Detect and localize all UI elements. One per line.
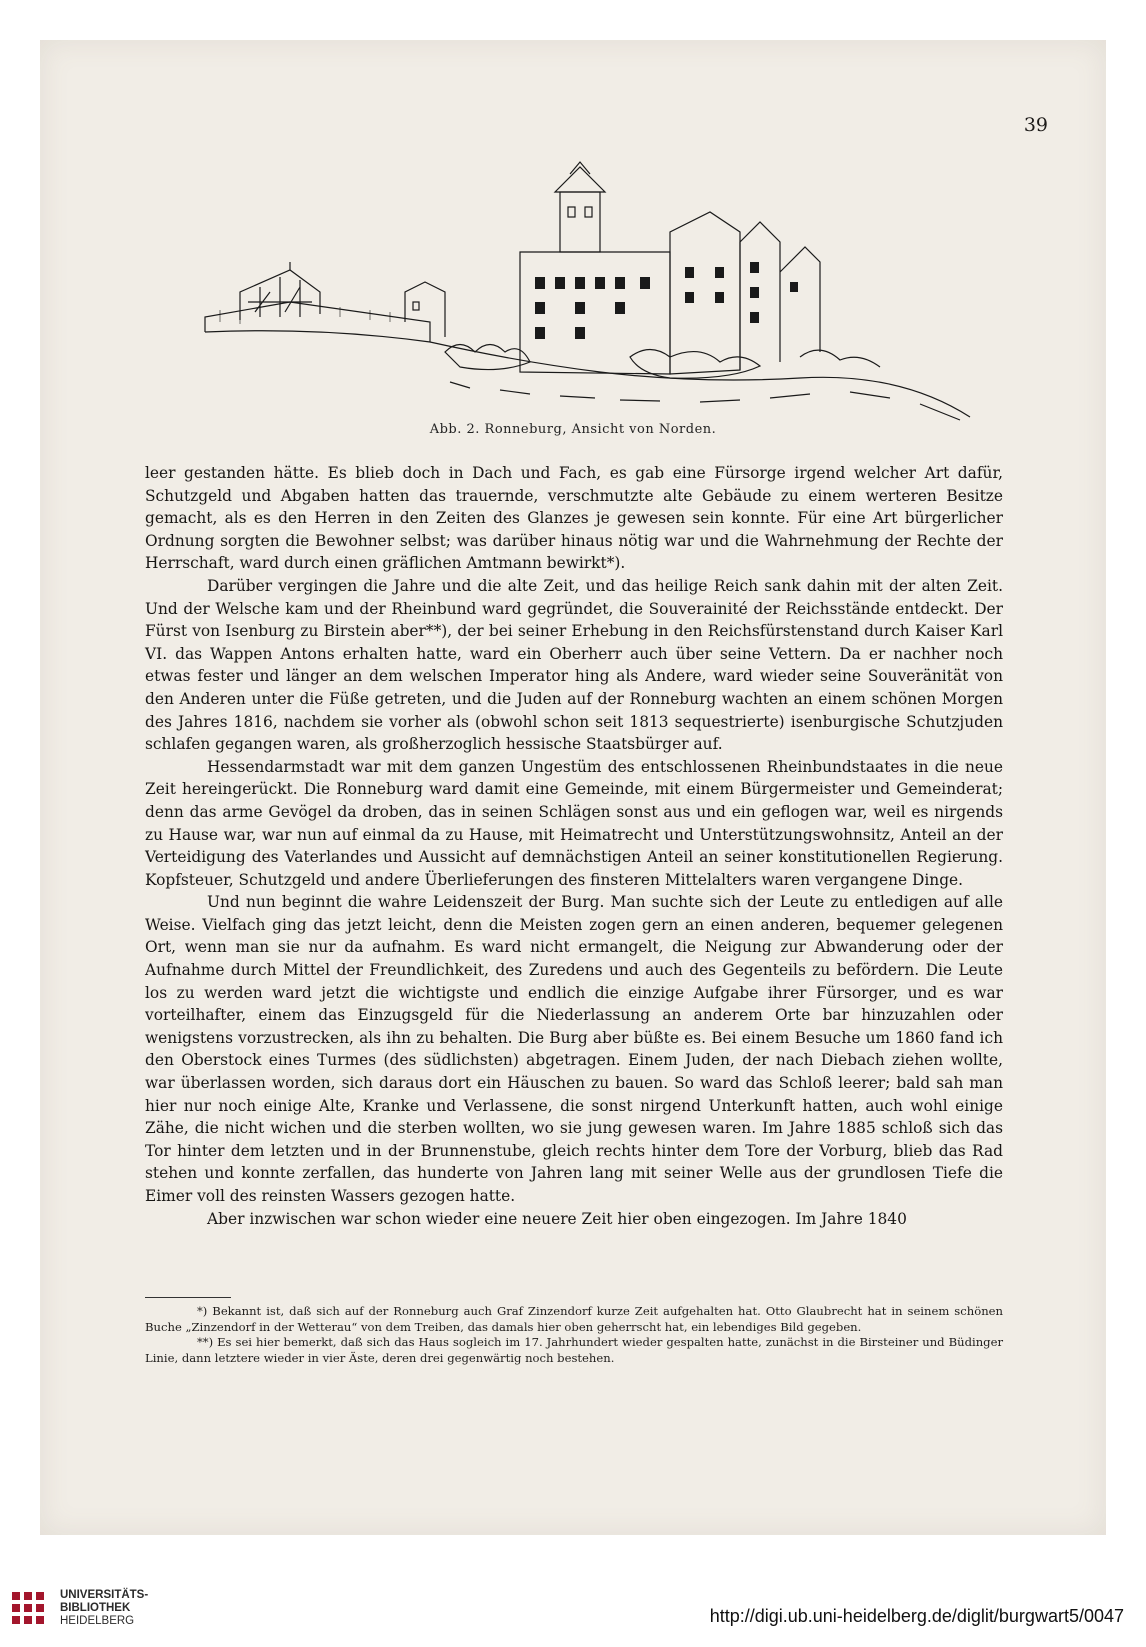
scanned-page [40, 40, 1106, 1535]
figure-caption: Abb. 2. Ronneburg, Ansicht von Norden. [429, 422, 717, 437]
page-number: 39 [1023, 114, 1048, 136]
footnote: *) Bekannt ist, daß sich auf der Ronneburg auch Graf Zinzendorf kurze Zeit aufgehalten hat. Otto Glaubrecht hat in seinem schönen Buche „Zinzendorf in der Wetterau“ von dem Treiben, das damals hier oben geherrscht hat, ein lebendiges Bild gegeben. [145, 1304, 1003, 1334]
library-emblem-icon [10, 1588, 48, 1628]
paragraph: Darüber vergingen die Jahre und die alte Zeit, und das heilige Reich sank dahin mit der alten Zeit. Und der Welsche kam und der Rheinbund ward gegründet, die Souverainité der Reichsstände entdeckt. Der Fürst von Isenburg zu Birstein aber**), der bei seiner Erhebung in den Reichsfürstenstand durch Kaiser Karl VI. das Wappen Antons erhalten hatte, ward ein Oberherr auch über seine Vettern. Da er nachher noch etwas fester und länger an dem welschen Imperator hing als Andere, ward wieder seine Souveränität von den Anderen unter die Füße getreten, und die Juden auf der Ronneburg wachten an einem schönen Morgen des Jahres 1816, nachdem sie vorher als (obwohl schon seit 1813 sequestrierte) isenburgische Schutzjuden schlafen gegangen waren, als großherzoglich hessische Staatsbürger auf. [145, 576, 1003, 754]
footnotes [145, 1304, 1003, 1366]
body-text [145, 462, 1003, 1230]
library-line: UNIVERSITÄTS- [60, 1588, 149, 1601]
library-name [60, 1589, 148, 1628]
paragraph: Hessendarmstadt war mit dem ganzen Ungestüm des entschlossenen Rheinbundstaates in die neue Zeit hereingerückt. Die Ronneburg ward damit eine Gemeinde, mit einem Bürgermeister und Gemeinderat; denn das arme Gevögel da droben, das in seinen Schlägen sonst aus und ein geflogen war, weil es nirgends zu Hause war, war nun auf einmal da zu Hause, mit Heimatrecht und Unterstützungswohnsitz, Anteil an der Verteidigung des Vaterlandes und Aussicht auf demnächstigen Anteil an seiner konstitutionellen Regierung. Kopfsteuer, Schutzgeld und andere Überlieferungen des finsteren Mittelalters waren vergangene Dinge. [145, 757, 1003, 889]
paragraph: Aber inzwischen war schon wieder eine neuere Zeit hier oben eingezogen. Im Jahre 1840 [207, 1209, 907, 1228]
footnote-divider [145, 1297, 231, 1298]
paragraph: Und nun beginnt die wahre Leidenszeit der Burg. Man suchte sich der Leute zu entledigen auf alle Weise. Vielfach ging das jetzt leicht, denn die Meisten zogen gern an einen anderen, bequemer gelegenen Ort, wenn man sie nur da aufnahm. Es ward nicht ermangelt, die Neigung zur Abwanderung oder der Aufnahme durch Mittel der Freundlichkeit, des Zuredens und auch des Gegenteils zu befördern. Die Leute los zu werden ward jetzt die wichtigste und endlich die einzige Aufgabe ihrer Fürsorger, und es war vorteilhafter, einem das Einzugsgeld für die Niederlassung an anderem Orte bar hinzuzahlen oder wenigstens vorzustrecken, als ihn zu behalten. Die Burg aber büßte es. Bei einem Besuche um 1860 fand ich den Oberstock eines Turmes (des südlichsten) abgetragen. Einem Juden, der nach Diebach ziehen wollte, war überlassen worden, sich daraus dort ein Häuschen zu bauen. So ward das Schloß leerer; bald sah man hier nur noch einige Alte, Kranke und Verlassene, die sonst nirgend Unterkunft hatten, auch wohl einige Zähe, die nicht wichen und die sterben wollten, wo sie jung gewesen waren. Im Jahre 1885 schloß sich das Tor hinter dem letzten und in der Brunnenstube, gleich rechts hinter dem Tore der Vorburg, blieb das Rad stehen und konnte zerfallen, das hunderte von Jahren lang mit seiner Welle aus der grundlosen Tiefe die Eimer voll des reinsten Wassers gezogen hatte. [145, 893, 1003, 1205]
source-url[interactable]: http://digi.ub.uni-heidelberg.de/diglit/burgwart5/0047 [709, 1606, 1124, 1626]
library-logo[interactable] [10, 1588, 148, 1628]
library-line: HEIDELBERG [60, 1614, 135, 1627]
library-line: BIBLIOTHEK [60, 1601, 131, 1614]
paragraph: leer gestanden hätte. Es blieb doch in Dach und Fach, es gab eine Fürsorge irgend welcher Art dafür, Schutzgeld und Abgaben hatten das trauernde, verschmutzte alte Gebäude zu einem werteren Besitze gemacht, als es den Herren in den Zeiten des Glanzes je gewesen sein konnte. Für eine Art bürgerlicher Ordnung sorgten die Bewohner selbst; was darüber hinaus nötig war und die Wahrnehmung der Rechte der Herrschaft, ward durch einen gräflichen Amtmann bewirkt*). [145, 464, 1003, 573]
castle-illustration [200, 152, 1010, 452]
footnote: **) Es sei hier bemerkt, daß sich das Haus sogleich im 17. Jahrhundert wieder gespalten hatte, zunächst in die Birsteiner und Büdinger Linie, dann letztere wieder in vier Äste, deren drei gegenwärtig noch bestehen. [145, 1335, 1003, 1365]
